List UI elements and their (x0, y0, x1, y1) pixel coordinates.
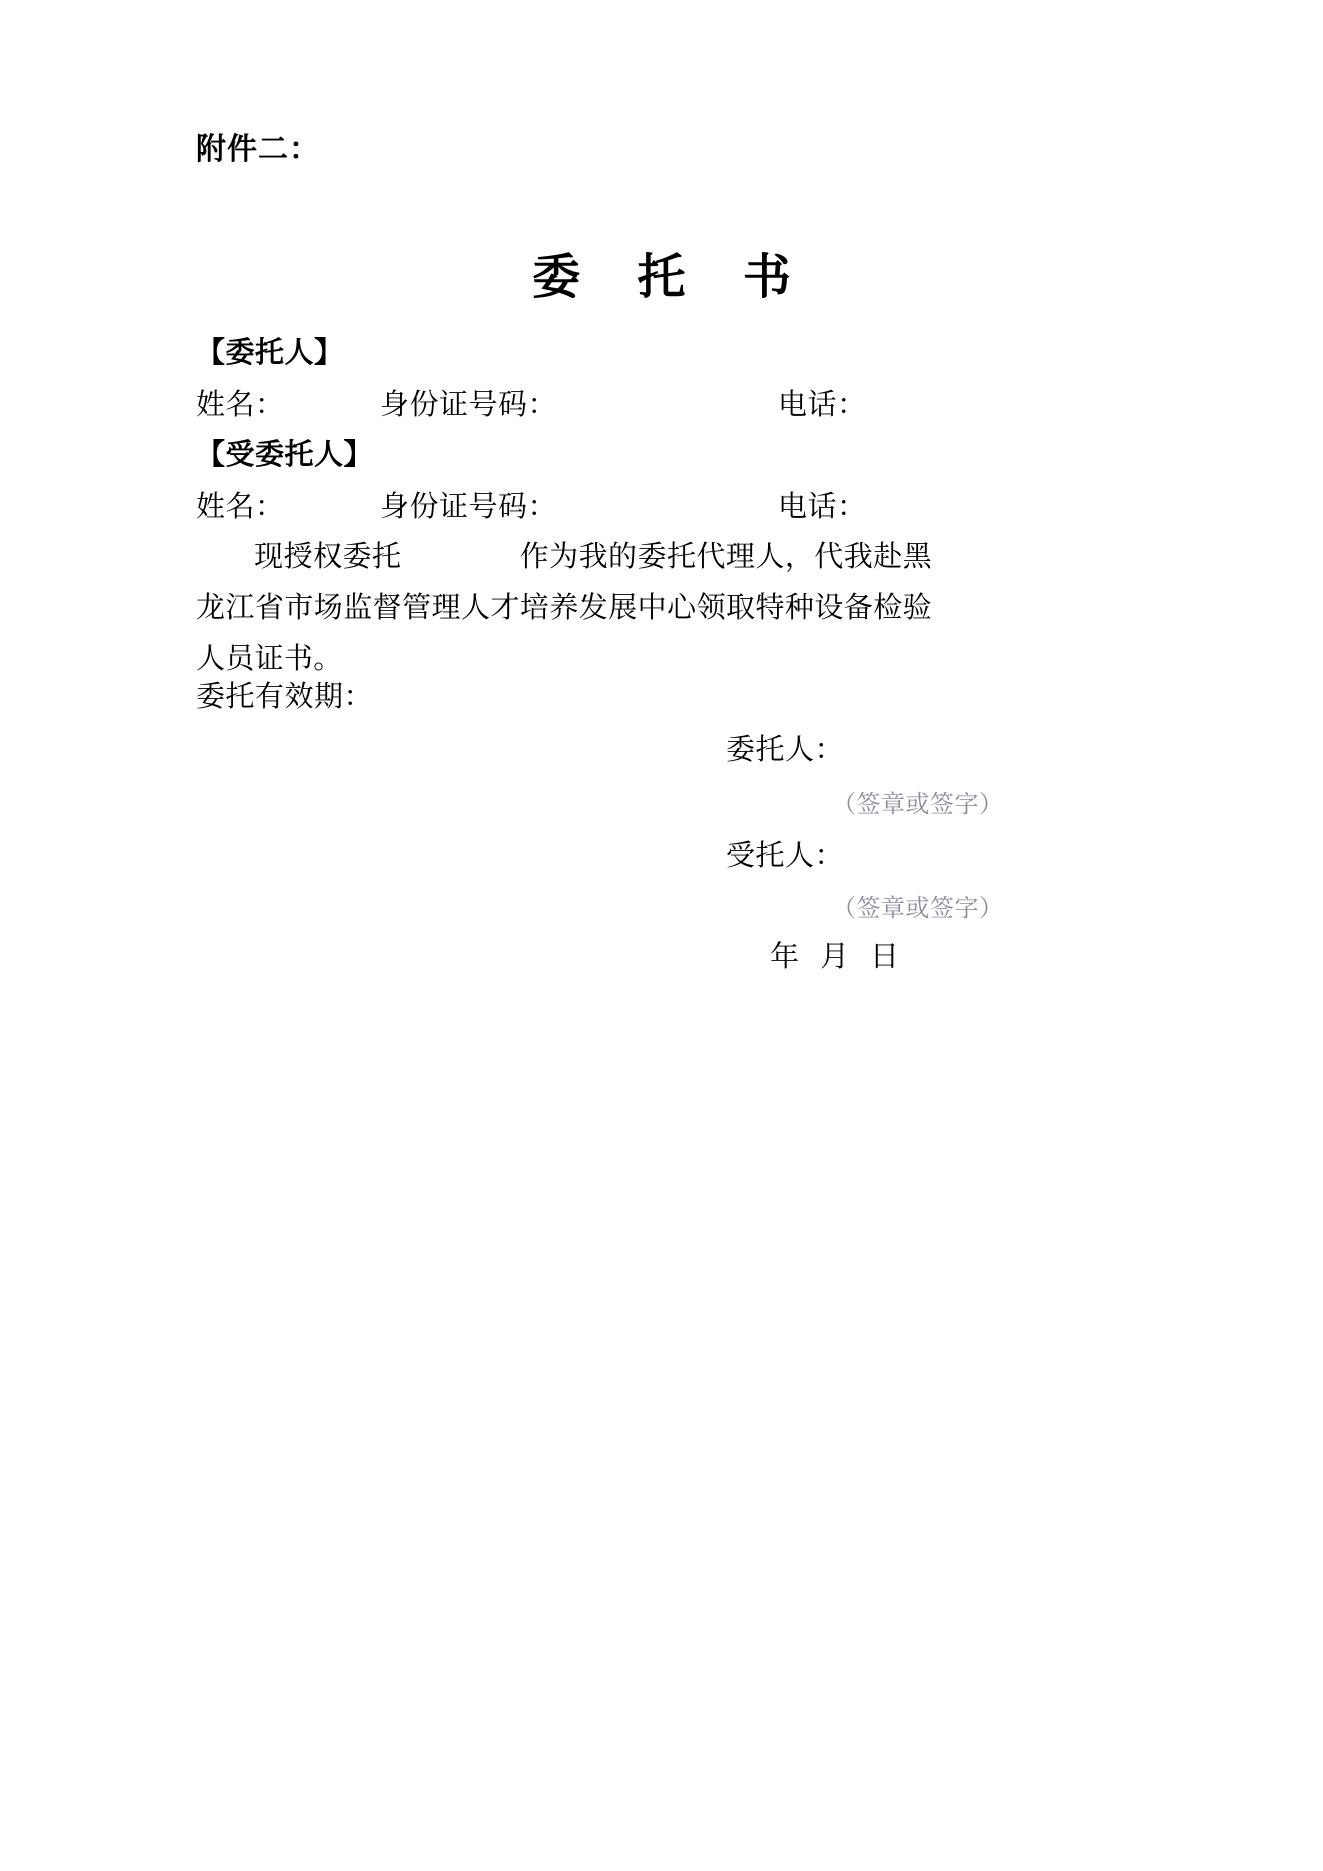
agent-id-label: 身份证号码： (380, 491, 558, 523)
agent-signature-hint: （签章或签字） (832, 896, 1004, 922)
date-line (770, 934, 900, 975)
principal-signature-label: 委托人： (726, 734, 845, 766)
principal-signature-hint: （签章或签字） (832, 792, 1004, 818)
date-day-label: 日 (870, 941, 901, 973)
agent-phone-label: 电话： (778, 491, 867, 523)
principal-id-label: 身份证号码： (380, 389, 558, 421)
agent-signature-label: 受托人： (726, 840, 845, 872)
date-month-label: 月 (820, 941, 851, 973)
validity-label: 委托有效期： (196, 681, 374, 713)
authorization-paragraph (196, 532, 932, 684)
principal-name-label: 姓名： (196, 389, 285, 421)
agent-name-label: 姓名： (196, 491, 285, 523)
page-title: 委 托 书 (532, 251, 813, 304)
attachment-label: 附件二： (196, 133, 320, 166)
date-year-label: 年 (770, 941, 801, 973)
principal-phone-label: 电话： (778, 389, 867, 421)
section-heading-agent: 【受委托人】 (196, 439, 374, 471)
section-heading-principal: 【委托人】 (196, 337, 344, 369)
authorization-text-part2: 作为我的委托代理人，代我赴黑龙江省市场监督管理人才培养发展中心领取特种设备检验人员证书。 (196, 541, 932, 675)
authorization-text-part1: 现授权委托 (254, 541, 402, 573)
